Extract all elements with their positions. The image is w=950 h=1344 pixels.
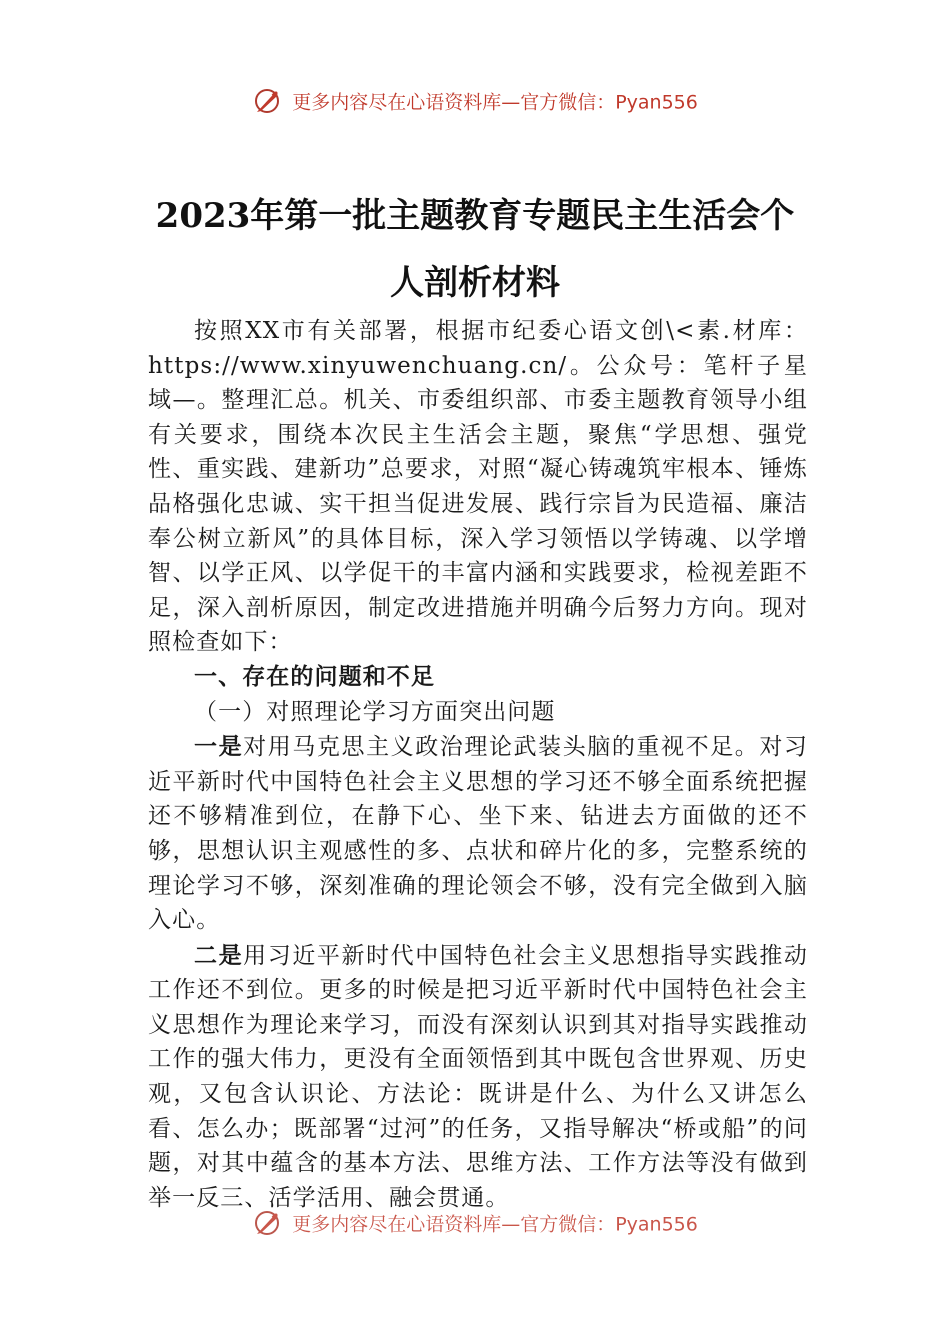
section-heading: 一、存在的问题和不足 [194, 663, 435, 690]
point-paragraph-2 [148, 939, 808, 1216]
subsection-heading: （一）对照理论学习方面突出问题 [194, 698, 556, 725]
watermark-header [0, 86, 950, 116]
document-title-line-1: 2023年第一批主题教育专题民主生活会个 [155, 196, 795, 236]
point-text-2: 用习近平新时代中国特色社会主义思想指导实践推动工作还不到位。更多的时候是把习近平新时代中国特色社会主义思想作为理论来学习，而没有深刻认识到其对指导实践推动工作的强大伟力，更没有全面领悟到其中既包含世界观、历史观，又包含认识论、方法论：既讲是什么、为什么又讲怎么看、怎么办；既部署“过河”的任务，又指导解决“桥或船”的问题，对其中蕴含的基本方法、思维方法、工作方法等没有做到举一反三、活学活用、融会贯通。 [148, 942, 808, 1211]
feather-pen-logo-icon [252, 1208, 282, 1238]
watermark-footer [0, 1208, 950, 1238]
point-lead-2: 二是 [194, 942, 244, 969]
watermark-text: 更多内容尽在心语资料库—官方微信：Pyan556 [292, 91, 698, 114]
point-text-1: 对用马克思主义政治理论武装头脑的重视不足。对习近平新时代中国特色社会主义思想的学习还不够全面系统把握还不够精准到位，在静下心、坐下来、钻进去方面做的还不够，思想认识主观感性的多、点状和碎片化的多，完整系统的理论学习不够，深刻准确的理论领会不够，没有完全做到入脑入心。 [148, 734, 808, 934]
document-title-line-2: 人剖析材料 [390, 263, 560, 303]
feather-pen-logo-icon [252, 86, 282, 116]
point-paragraph-1 [148, 730, 808, 938]
watermark-text: 更多内容尽在心语资料库—官方微信：Pyan556 [292, 1213, 698, 1236]
point-lead-1: 一是 [194, 734, 244, 761]
intro-paragraph: 按照XX市有关部署，根据市纪委心语文创\<素.材库：https://www.xinyuwenchuang.cn/。公众号：笔杆子星域—。整理汇总。机关、市委组织部、市委主题教育领导小组有关要求，围绕本次民主生活会主题，聚焦“学思想、强党性、重实践、建新功”总要求，对照“凝心铸魂筑牢根本、锤炼品格强化忠诚、实干担当促进发展、践行宗旨为民造福、廉洁奉公树立新风”的具体目标，深入学习领悟以学铸魂、以学增智、以学正风、以学促干的丰富内涵和实践要求，检视差距不足，深入剖析原因，制定改进措施并明确今后努力方向。现对照检查如下： [148, 318, 808, 656]
document-body [148, 314, 808, 1215]
